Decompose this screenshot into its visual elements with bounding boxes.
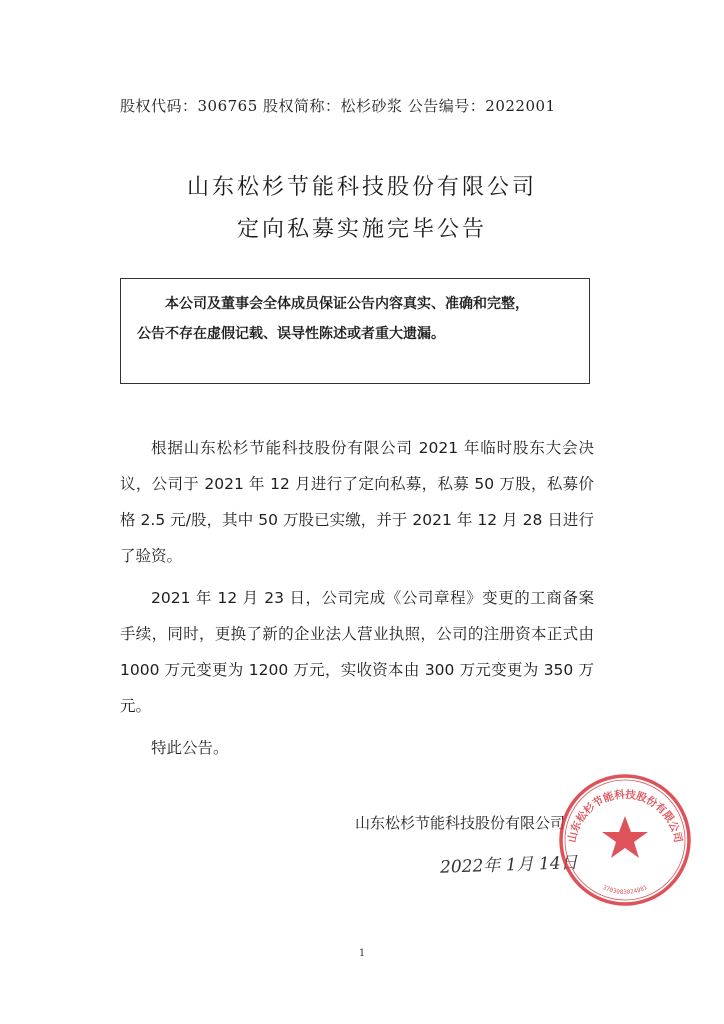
body-paragraph-3: 特此公告。 bbox=[151, 739, 229, 757]
signoff-company: 山东松杉节能科技股份有限公司 bbox=[355, 814, 566, 832]
seal-company-text: 山东松杉节能科技股份有限公司 bbox=[566, 788, 684, 844]
signoff-date: 2022年 1月 14日 bbox=[439, 852, 578, 878]
seal-code-text: 3703083024981 bbox=[601, 884, 649, 896]
announcement-body bbox=[120, 430, 594, 766]
disclaimer-line-1: 本公司及董事会全体成员保证公告内容真实、准确和完整， bbox=[165, 296, 529, 312]
disclaimer-box bbox=[120, 278, 590, 384]
page-number: 1 bbox=[358, 948, 366, 959]
seal-star-icon bbox=[602, 816, 648, 858]
svg-text:3703083024981 bbox=[601, 884, 648, 896]
stock-code-line: 股权代码：306765 股权简称：松杉砂浆 公告编号：2022001 bbox=[120, 97, 556, 115]
body-paragraph-2: 2021 年 12 月 23 日，公司完成《公司章程》变更的工商备案手续，同时，更换了新的企业法人营业执照，公司的注册资本正式由 1000 万元变更为 1200 万元，实收资本由 300 万元变更为 350 万元。 bbox=[120, 589, 594, 715]
body-paragraph-1: 根据山东松杉节能科技股份有限公司 2021 年临时股东大会决议，公司于 2021 年 12 月进行了定向私募，私募 50 万股，私募价格 2.5 元/股，其中 50 万股已实缴，并于 2021 年 12 月 28 日进行了验资。 bbox=[120, 439, 594, 565]
company-seal-stamp bbox=[555, 770, 695, 910]
document-title-company: 山东松杉节能科技股份有限公司 bbox=[186, 175, 537, 200]
disclaimer-line-2: 公告不存在虚假记载、误导性陈述或者重大遗漏。 bbox=[137, 326, 445, 342]
document-title-subject: 定向私募实施完毕公告 bbox=[236, 217, 487, 242]
